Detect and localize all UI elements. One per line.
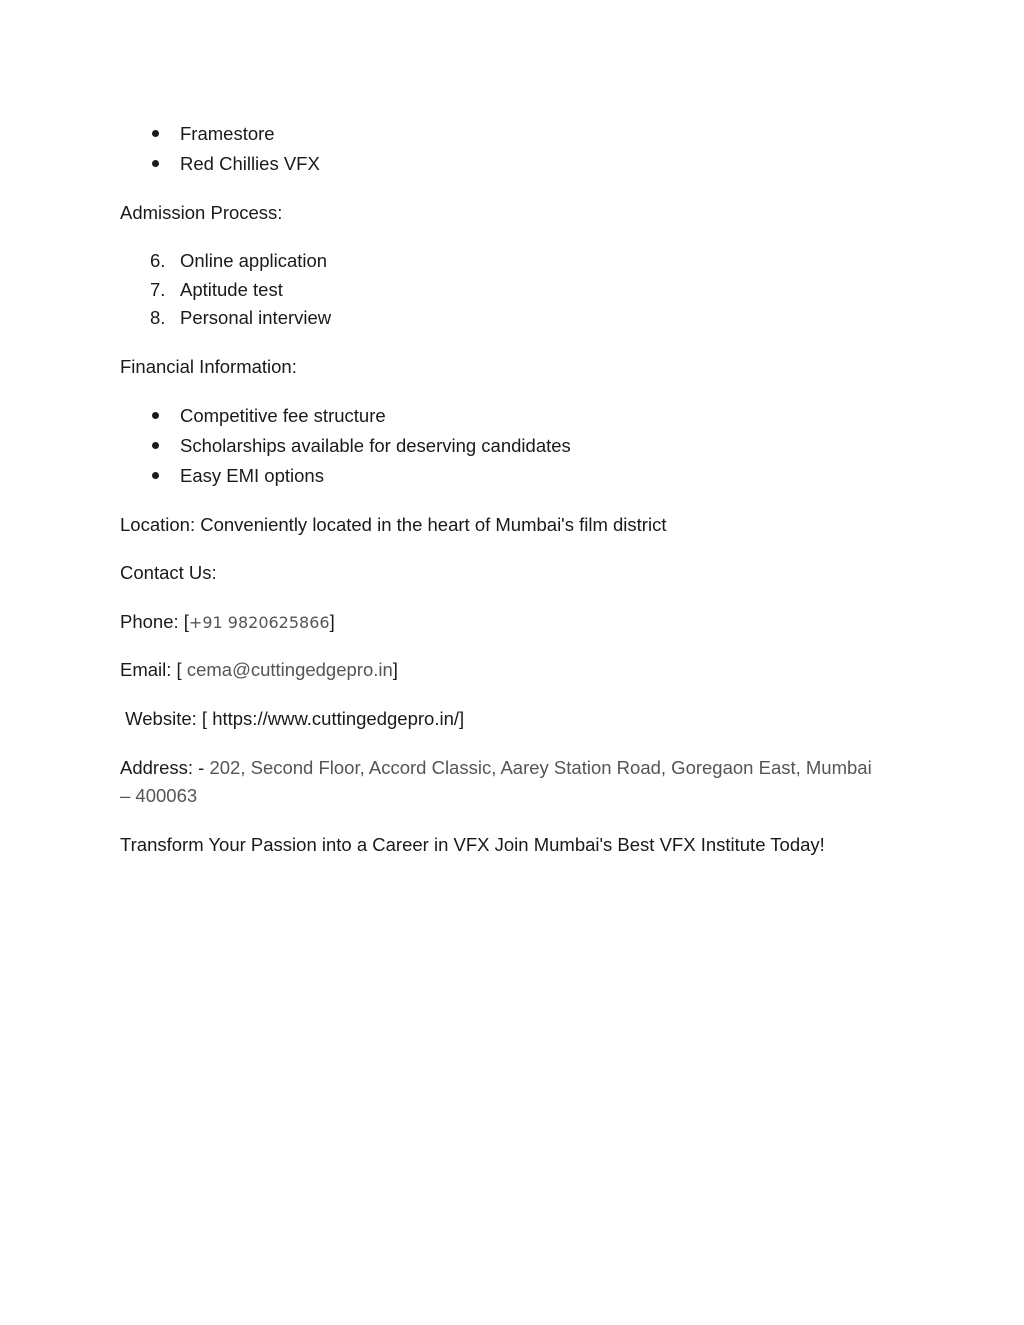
phone-close-bracket: ] — [329, 611, 335, 632]
list-number: 7. — [150, 279, 166, 300]
bullet-icon — [152, 130, 159, 137]
address-text: 202, Second Floor, Accord Classic, Aarey Station Road, Goregaon East, Mumbai — [209, 757, 872, 778]
phone-label: Phone: [ — [120, 611, 189, 632]
list-item-text: Scholarships available for deserving candidates — [180, 435, 571, 456]
email-line — [120, 656, 398, 684]
list-item-text: Easy EMI options — [180, 465, 324, 486]
address-line — [120, 754, 872, 782]
website-link[interactable]: Website: [ https://www.cuttingedgepro.in/] — [120, 708, 465, 729]
phone-line — [120, 608, 335, 637]
bullet-icon — [152, 412, 159, 419]
email-close-bracket: ] — [392, 659, 398, 680]
admission-heading: Admission Process: — [120, 202, 283, 223]
email-link[interactable]: cema@cuttingedgepro.in — [186, 659, 393, 680]
closing-text: Transform Your Passion into a Career in VFX Join Mumbai's Best VFX Institute Today! — [120, 834, 825, 855]
list-number: 6. — [150, 250, 166, 271]
bullet-icon — [152, 160, 159, 167]
bullet-icon — [152, 442, 159, 449]
phone-number[interactable]: +91 9820625866 — [188, 613, 330, 632]
contact-heading: Contact Us: — [120, 562, 217, 583]
list-item-text: Online application — [180, 250, 328, 271]
address-label: Address: - — [120, 757, 210, 778]
email-label: Email: [ — [120, 659, 187, 680]
list-item-text: Framestore — [180, 123, 275, 144]
bullet-icon — [152, 472, 159, 479]
financial-heading: Financial Information: — [120, 356, 297, 377]
list-item-text: Competitive fee structure — [180, 405, 386, 426]
location-text: Location: Conveniently located in the heart of Mumbai's film district — [120, 514, 667, 535]
list-number: 8. — [150, 307, 166, 328]
address-line-2: – 400063 — [120, 785, 198, 806]
list-item-text: Personal interview — [180, 307, 332, 328]
list-item-text: Aptitude test — [180, 279, 283, 300]
list-item-text: Red Chillies VFX — [180, 153, 320, 174]
